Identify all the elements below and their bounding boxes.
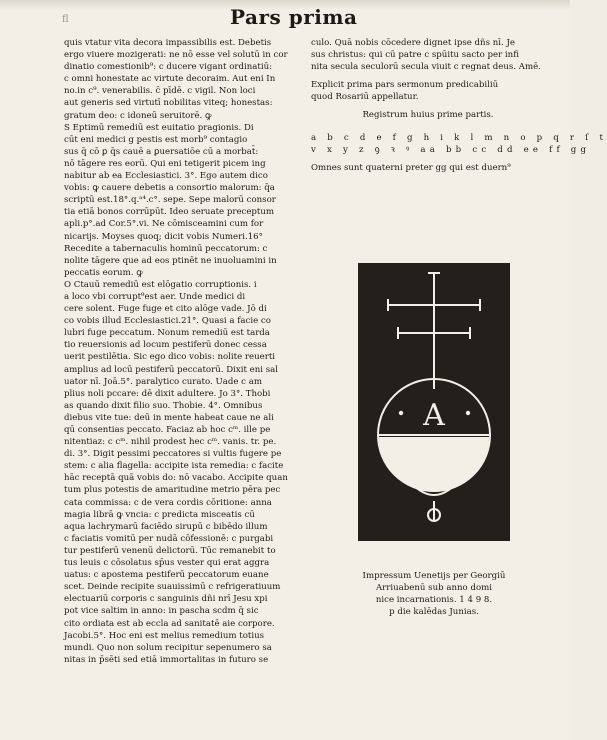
text-line: tur pestiferū venenū delictorū. Tūc remanebit to: [64, 545, 276, 556]
text-line: hāc receptā quā vobis do: nō vacabo. Accipite quan: [64, 473, 288, 484]
registrum-signatures-row-1: a b c d e f g h i k l m n o p q r ſ t: [311, 132, 607, 143]
text-line: electuariū corporis c sanguinis dñi nrī Jesu xpi: [64, 594, 268, 605]
text-line: dinatio comestionib⁹: c ducere vigant ordinatiū:: [64, 62, 273, 73]
text-line: c omni honestate ac virtute decoraim. Aut eni In: [64, 74, 276, 85]
text-line: nitentiaz: c cᵐ. nihil prodest hec cᵐ. vanis. tr. pe.: [64, 437, 277, 448]
orb-and-cross-icon: [358, 263, 510, 541]
text-line: vobis: ꝙ cauere debetis a consortio malorum: q̄a: [64, 183, 275, 194]
text-line: uerit pestilētia. Sic ego dico vobis: nolite reuerti: [64, 352, 276, 363]
text-line: co vobis illud Ecclesiastici.21°. Quasi a facie co: [64, 316, 271, 327]
text-line: apli.p°.ad Cor.5°.vi. Ne cōmisceamini cum for: [64, 219, 264, 230]
text-line: uator nī. Joā.5°. paralytico curato. Uade c am: [64, 376, 262, 387]
colophon: [334, 570, 534, 618]
text-line: di. 3°. Digit pessimi peccatores si vultis fugere pe: [64, 449, 282, 460]
colophon-line: Impressum Uenetijs per Georgiū: [362, 571, 506, 581]
text-line: nicarijs. Moyses quoq; dicit vobis Numeri.16°: [64, 231, 263, 242]
text-line: tia etiā bonos corrūpūt. Ideo seruate preceptum: [64, 207, 275, 218]
text-line: qū consentias peccato. Faciaz ab hoc cᵐ. ille pe: [64, 425, 271, 435]
text-line: cere solent. Fuge fuge et cito alōge vade. Jō di: [64, 304, 267, 315]
text-line: nita secula seculorū secula viuit c regnat deus. Amē.: [311, 62, 541, 73]
text-line: c faciatis vomitū per nudā cōfessionē: c purgabi: [64, 533, 274, 544]
text-line: a loco vbi corrupt⁹est aer. Unde medici di: [64, 291, 246, 302]
text-line: S Eptimū remediū est euitatio pragionis. Di: [64, 122, 254, 133]
text-line: sus christus: qui cū patre c spūitu sacto per infi: [311, 50, 519, 61]
text-line: gratum deo: c idoneū seruitorē. ꝙ: [64, 110, 212, 121]
explicit-line: quod Rosariū appellatur.: [311, 92, 419, 103]
registrum-signatures-row-2: v x y z ꝯ ꝛ ꝰ aa bb cc dd ee ff gg: [311, 144, 591, 155]
colophon-line: nice incarnationis. 1 4 9 8.: [375, 595, 493, 606]
closing-paragraph: [311, 37, 545, 73]
text-line: tum plus potestis de amaritudine metrio pēra pec: [64, 485, 281, 496]
text-line: sus q̄ cō ꝑ q̄s cauē a ꝑuersatiōe cū a morbat̄:: [64, 146, 259, 157]
printers-device-woodcut: [358, 263, 510, 541]
text-line: uatus: c apostema pestiferū peccatorum euane: [64, 570, 269, 581]
colophon-line: Arriuabenū sub anno domi: [375, 583, 493, 594]
text-line: nabitur ab ea Ecclesiastici. 3°. Ego autem dico: [64, 171, 268, 182]
text-line: Recedite a tabernaculis hominū peccatorum: c: [64, 243, 268, 254]
text-line: O Ctauū remediū est elōgatio corruptionis. i: [64, 279, 257, 290]
left-text-column: [64, 37, 306, 666]
text-line: amplius ad locū pestiferū peccatorū. Dixit eni sal: [64, 364, 279, 375]
text-line: stem: c alia flagella: accipite ista remedia: c facite: [64, 461, 284, 472]
text-line: aqua lachrymarū faciēdo sirupū c bibēdo illum: [64, 521, 268, 532]
text-line: scriptū est.18°.q.ᵃ⁴.c°. sepe. Sepe malorū consor: [64, 195, 276, 206]
text-line: magia librā ꝙ vncia: c predicta misceatis cū: [64, 509, 255, 520]
text-line: tus leuis c cōsolatus sp̄us vester qui erat aggra: [64, 558, 270, 569]
text-line: peccatis eorum. ꝙ: [64, 267, 143, 278]
text-line: tio reuersionis ad locum pestiferū donec cessa: [64, 340, 267, 351]
colophon-line: p die kalēdas Junias.: [389, 607, 479, 618]
text-line: lubri fuge peccatum. Nonum remediū est tarda: [64, 328, 270, 339]
folio-mark: fl: [62, 14, 69, 25]
text-line: nō tāgere res eorū. Qui eni tetigerit picem ing: [64, 158, 266, 169]
text-line: plius noli pccare: dē dixit adultere. Jo 3°. Thobi: [64, 388, 271, 399]
explicit-line: Explicit prima pars sermonum predicabiliū: [311, 80, 499, 91]
text-line: pot vice saltim in anno: in pascha scdm q̄ sic: [64, 606, 259, 617]
registrum-title: Registrum huius prime partis.: [362, 110, 494, 121]
text-line: aut generis sed virtutī nobilitas viteq; honestas:: [64, 98, 273, 109]
text-line: nolite tāgere que ad eos ptinēt ne inuoluamini in: [64, 255, 277, 266]
right-text-column: [311, 37, 607, 174]
text-line: ergo viuere mozigerati: ne nō esse vel solutū in cor: [64, 50, 288, 61]
text-line: cito ordiata est ab eccla ad sanitatē aie corpore.: [64, 618, 275, 629]
text-line: mundi. Quo non solum recipitur sepenumero sa: [64, 642, 272, 653]
text-line: no.in c⁹. venerabilis. c̄ pīdē. c vigil. Non loci: [64, 86, 256, 97]
text-line: diebus vite tue: deū in mente habeat caue ne ali: [64, 412, 274, 423]
text-line: cata commissa: c de vera cordis cōritione: anna: [64, 497, 272, 508]
text-line: cūt eni medici g pestis est morb⁹ contagio: [64, 134, 248, 145]
quaterni-note: Omnes sunt quaterni preter gg qui est duern⁹: [311, 162, 511, 173]
text-line: Jacobi.5°. Hoc eni est melius remedium totius: [64, 630, 265, 641]
running-head: Pars prima: [230, 5, 358, 29]
explicit-paragraph: [311, 79, 545, 103]
device-letter: A: [423, 398, 445, 433]
text-line: nitas in p̄sēti sed etiā immortalitas in futuro se: [64, 654, 269, 665]
text-line: scet. Deinde recipite suauissimū c refrigeratiuum: [64, 582, 281, 593]
text-line: as quando dixit filio suo. Thobie. 4°. Omnibus: [64, 400, 263, 411]
text-line: quis vtatur vita decora impassibilis est. Debetis: [64, 38, 272, 48]
text-line: culo. Quā nobis cōcedere dignet ipse dñs nī. Je: [311, 38, 516, 48]
